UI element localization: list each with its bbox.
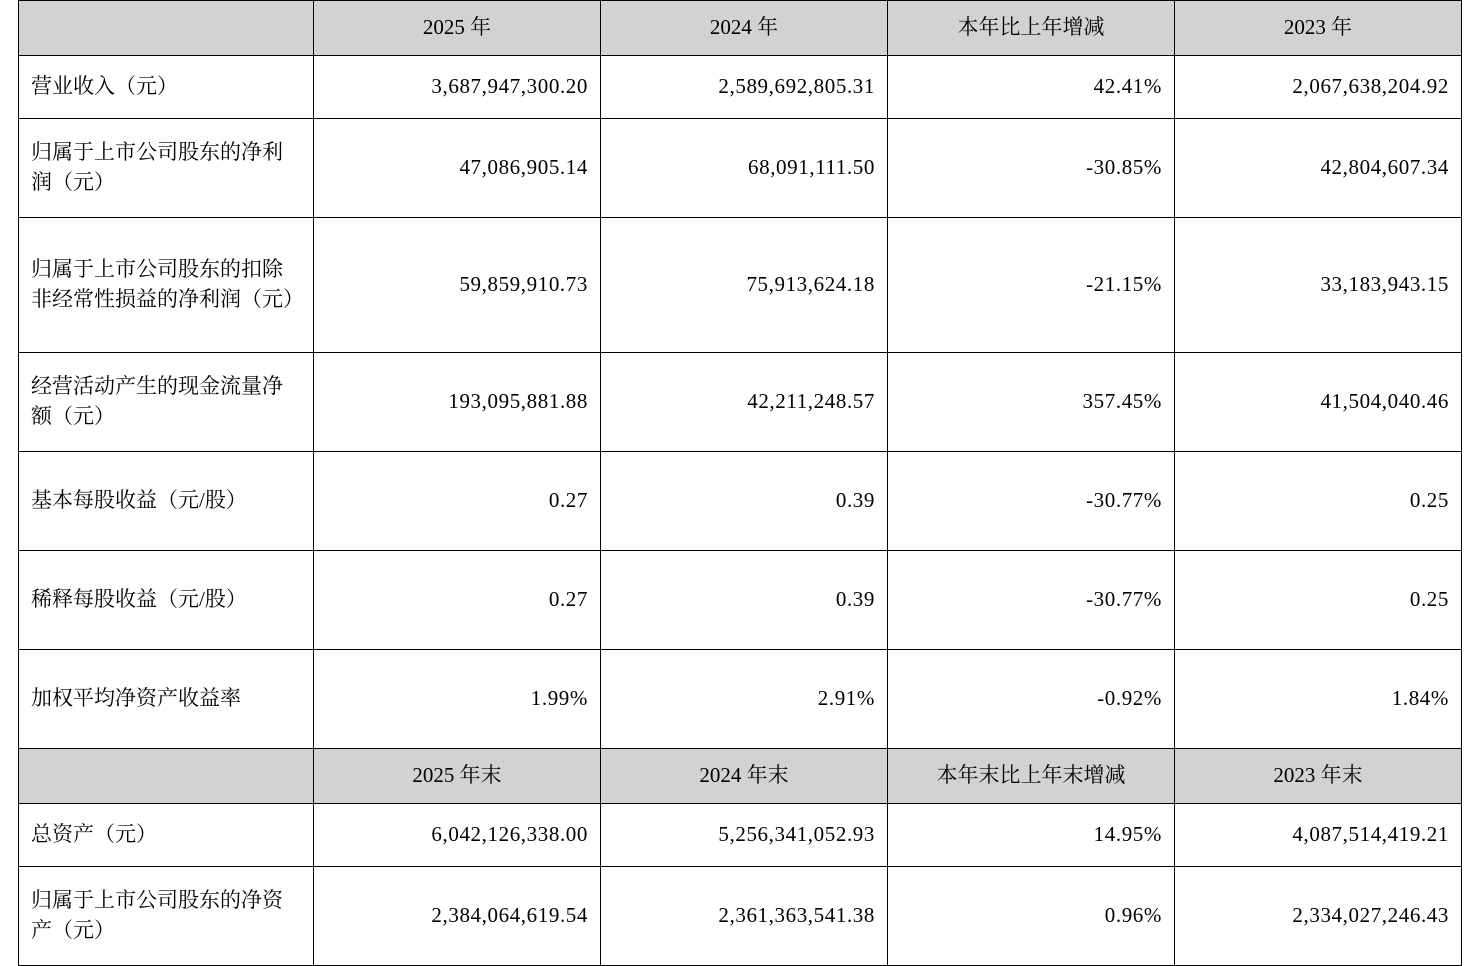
row-value-2023: 2,334,027,246.43 <box>1175 867 1462 966</box>
table-row <box>19 867 1462 966</box>
header-cell-change-yearend: 本年末比上年末增减 <box>888 749 1175 804</box>
row-value-2025: 2,384,064,619.54 <box>314 867 601 966</box>
row-value-2024: 2.91% <box>601 650 888 749</box>
table-row <box>19 353 1462 452</box>
header-cell-2023: 2023 年 <box>1175 1 1462 56</box>
row-value-2025: 59,859,910.73 <box>314 218 601 353</box>
row-value-2025: 47,086,905.14 <box>314 119 601 218</box>
row-value-2024: 2,361,363,541.38 <box>601 867 888 966</box>
row-value-2023: 33,183,943.15 <box>1175 218 1462 353</box>
table-row <box>19 218 1462 353</box>
row-value-2023: 41,504,040.46 <box>1175 353 1462 452</box>
row-value-2023: 4,087,514,419.21 <box>1175 804 1462 867</box>
row-value-2023: 0.25 <box>1175 452 1462 551</box>
row-value-2025: 0.27 <box>314 551 601 650</box>
row-value-change: -30.77% <box>888 452 1175 551</box>
table-body <box>19 1 1462 966</box>
header-cell-2025-yearend: 2025 年末 <box>314 749 601 804</box>
table-row <box>19 551 1462 650</box>
table-header-period <box>19 1 1462 56</box>
row-value-change: 0.96% <box>888 867 1175 966</box>
table-row <box>19 452 1462 551</box>
row-value-change: -21.15% <box>888 218 1175 353</box>
header-cell-2024-yearend: 2024 年末 <box>601 749 888 804</box>
row-value-change: 14.95% <box>888 804 1175 867</box>
row-label: 归属于上市公司股东的净利润（元） <box>19 119 314 218</box>
header-cell-2023-yearend: 2023 年末 <box>1175 749 1462 804</box>
header-cell-2024: 2024 年 <box>601 1 888 56</box>
row-value-change: -0.92% <box>888 650 1175 749</box>
row-label: 总资产（元） <box>19 804 314 867</box>
row-value-2023: 1.84% <box>1175 650 1462 749</box>
row-value-2023: 0.25 <box>1175 551 1462 650</box>
table-row <box>19 56 1462 119</box>
row-label: 营业收入（元） <box>19 56 314 119</box>
header-cell-change: 本年比上年增减 <box>888 1 1175 56</box>
row-value-2024: 2,589,692,805.31 <box>601 56 888 119</box>
row-value-2023: 2,067,638,204.92 <box>1175 56 1462 119</box>
row-value-2024: 0.39 <box>601 452 888 551</box>
row-label: 稀释每股收益（元/股） <box>19 551 314 650</box>
row-label: 经营活动产生的现金流量净额（元） <box>19 353 314 452</box>
table-header-yearend <box>19 749 1462 804</box>
row-value-2024: 68,091,111.50 <box>601 119 888 218</box>
row-value-2025: 6,042,126,338.00 <box>314 804 601 867</box>
row-value-change: 42.41% <box>888 56 1175 119</box>
row-value-2024: 75,913,624.18 <box>601 218 888 353</box>
row-value-2025: 0.27 <box>314 452 601 551</box>
row-value-2025: 1.99% <box>314 650 601 749</box>
table-row <box>19 650 1462 749</box>
table-row <box>19 804 1462 867</box>
row-value-2024: 42,211,248.57 <box>601 353 888 452</box>
row-value-2023: 42,804,607.34 <box>1175 119 1462 218</box>
row-value-change: 357.45% <box>888 353 1175 452</box>
row-label: 归属于上市公司股东的净资产（元） <box>19 867 314 966</box>
row-label: 归属于上市公司股东的扣除非经常性损益的净利润（元） <box>19 218 314 353</box>
row-value-2024: 5,256,341,052.93 <box>601 804 888 867</box>
row-value-change: -30.85% <box>888 119 1175 218</box>
row-value-change: -30.77% <box>888 551 1175 650</box>
financial-summary-table <box>18 0 1462 966</box>
row-value-2024: 0.39 <box>601 551 888 650</box>
table-row <box>19 119 1462 218</box>
row-value-2025: 193,095,881.88 <box>314 353 601 452</box>
header-cell-2025: 2025 年 <box>314 1 601 56</box>
header-blank-cell <box>19 749 314 804</box>
header-blank-cell <box>19 1 314 56</box>
row-label: 加权平均净资产收益率 <box>19 650 314 749</box>
row-value-2025: 3,687,947,300.20 <box>314 56 601 119</box>
row-label: 基本每股收益（元/股） <box>19 452 314 551</box>
